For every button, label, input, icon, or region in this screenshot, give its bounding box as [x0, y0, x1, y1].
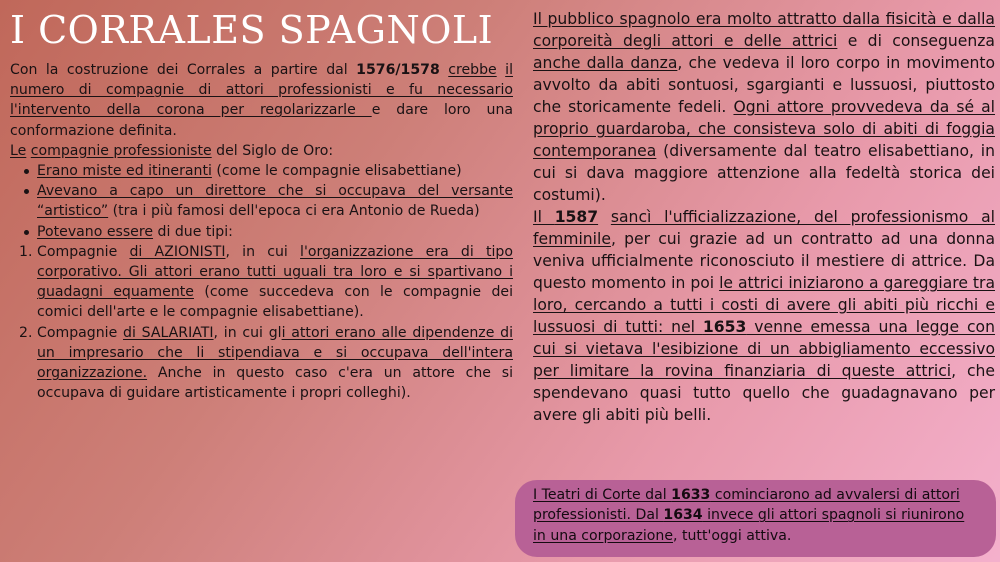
callout-text: I Teatri di Corte dal 1633 cominciarono ad avvalersi di attori professionisti. Dal 1634 invece gli attori spagnoli si riunirono in una corporazione, tutt'oggi attiva. [533, 487, 965, 544]
bullet-two-types: Potevano essere di due tipi: [22, 222, 513, 242]
list-item-azionisti: 1. Compagnie di AZIONISTI, in cui l'organizzazione era di tipo corporativo. Gli attori erano tutti uguali tra loro e si spartivano i guadagni equamente (come succedeva con le compagnie dei comici dell'arte e le compagnie elisabettiane). [19, 243, 513, 321]
intro-paragraph: Con la costruzione dei Corrales a partire dal 1576/1578 crebbe il numero di compagnie di attori professionisti e fu necessario l'intervento della corona per regolarizzarle e dare loro una conformazione definita. [10, 62, 514, 139]
page-title: I CORRALES SPAGNOLI [10, 8, 494, 52]
companies-heading: Le compagnie professioniste del Siglo de Oro: [10, 142, 334, 159]
costume-paragraph: Il pubblico spagnolo era molto attratto dalla fisicità e dalla corporeità degli attori e delle attrici e di conseguenza anche dalla danza, che vedeva il loro corpo in movimento avvolto da abiti sontuosi, sgargianti e lussuosi, piuttosto che storicamente fedeli. Ogni attore provvedeva da sé al proprio guardaroba, che consisteva solo di abiti di foggia contemporanea (diversamente dal teatro elisabettiano, in cui si dava maggiore attenzione alla fedeltà storica dei costumi). [533, 10, 995, 204]
left-column [10, 60, 513, 403]
bullet-mixed-itinerant: Erano miste ed itineranti (come le compagnie elisabettiane) [22, 161, 513, 181]
court-theatres-callout [515, 480, 996, 557]
actresses-paragraph: Il 1587 sancì l'ufficializzazione, del professionismo al femminile, per cui grazie ad un contratto ad una donna veniva ufficialmente riconosciuto il mestiere di attrice. Da questo momento in poi le attrici iniziarono a gareggiare tra loro, cercando a tutti i costi di avere gli abiti più ricchi e lussuosi di tutti: nel 1653 venne emessa una legge con cui si vietava l'esibizione di un abbigliamento eccessivo per limitare la rovina finanziaria di queste attrici, che spendevano quasi tutto quello che guadagnavano per avere gli abiti più belli. [533, 208, 995, 424]
company-types-list [10, 242, 513, 404]
companies-bullet-list [10, 161, 513, 242]
right-column [533, 8, 995, 426]
bullet-director: Avevano a capo un direttore che si occupava del versante “artistico” (tra i più famosi dell'epoca ci era Antonio de Rueda) [22, 181, 513, 221]
list-item-salariati: 2. Compagnie di SALARIATI, in cui gli attori erano alle dipendenze di un impresario che li stipendiava e si occupava dell'intera organizzazione. Anche in questo caso c'era un attore che si occupava di guidare artisticamente i propri colleghi). [19, 324, 513, 402]
